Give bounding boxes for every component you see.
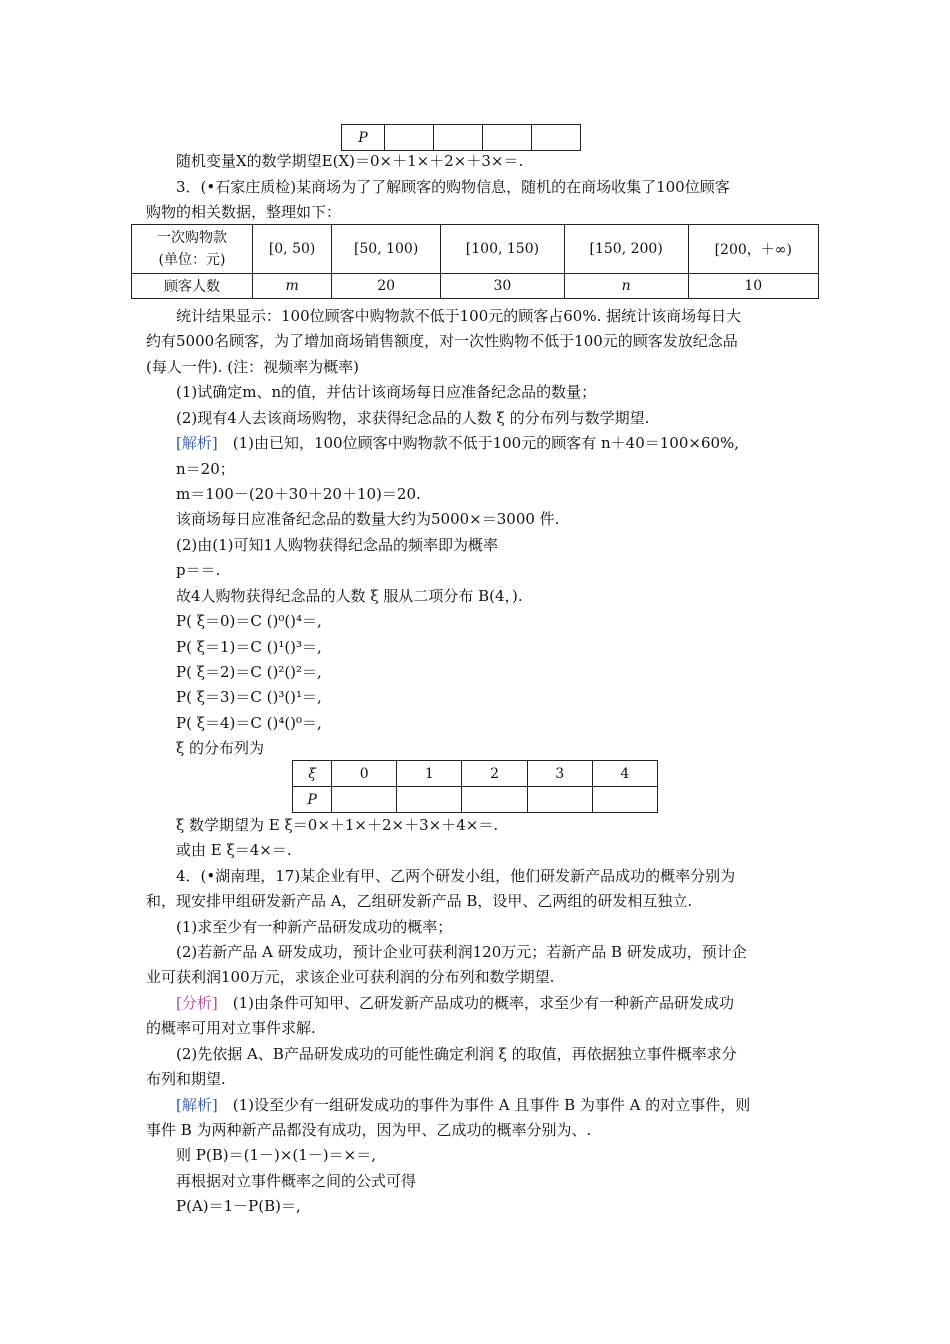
text-line: ξ 数学期望为 E ξ＝0×＋1×＋2×＋3×＋4×＝. <box>176 816 499 834</box>
table-cell <box>592 787 657 813</box>
text-line: (2)若新产品 A 研发成功，预计企业可获利润120万元；若新产品 B 研发成功，预计企 <box>176 943 747 961</box>
table-cell <box>434 125 483 151</box>
text-line: 统计结果显示：100位顾客中购物款不低于100元的顾客占60%. 据统计该商场每日大 <box>176 307 742 325</box>
text-line: 随机变量X的数学期望E(X)＝0×＋1×＋2×＋3×＝. <box>176 152 524 170</box>
formula-line: 则 P(B)＝(1－)×(1－)＝×＝, <box>176 1146 376 1164</box>
table-header-label: ξ <box>293 761 332 787</box>
analysis-line <box>176 992 734 1014</box>
table-header: [100, 150) <box>441 225 565 274</box>
text-span: (1)由已知，100位顾客中购物款不低于100元的顾客有 n＋40＝100×60%, <box>217 434 740 452</box>
text-line: n＝20； <box>176 460 235 478</box>
table-cell: 20 <box>332 274 441 299</box>
table-cell <box>397 787 462 813</box>
question-4-heading: 4．(•湖南理，17)某企业有甲、乙两个研发小组，他们研发新产品成功的概率分别为 <box>176 867 736 885</box>
formula-line: P( ξ＝2)＝C ()²()²＝, <box>176 663 322 681</box>
text-line: 或由 E ξ＝4×＝. <box>176 841 292 859</box>
table-header-label: 一次购物款 (单位：元) <box>132 225 253 274</box>
table-header: [50, 100) <box>332 225 441 274</box>
table-cell <box>527 787 592 813</box>
text-line: 购物的相关数据，整理如下： <box>146 203 342 221</box>
text-line: (2)由(1)可知1人购物获得纪念品的频率即为概率 <box>176 536 499 554</box>
table-cell <box>332 787 397 813</box>
table-header: [0, 50) <box>253 225 332 274</box>
formula-line: P( ξ＝1)＝C ()¹()³＝, <box>176 638 322 656</box>
table-row-label: 顾客人数 <box>132 274 253 299</box>
text-line: 再根据对立事件概率之间的公式可得 <box>176 1172 417 1190</box>
text-line: (1)试确定m、n的值，并估计该商场每日应准备纪念品的数量； <box>176 383 597 401</box>
text-line: (1)求至少有一种新产品研发成功的概率； <box>176 918 453 936</box>
text-line: p＝＝. <box>176 561 221 579</box>
analysis-tag: [分析] <box>176 994 218 1012</box>
table-header: [150, 200) <box>564 225 688 274</box>
text-line: 的概率可用对立事件求解. <box>146 1019 316 1037</box>
text-span: (1)由条件可知甲、乙研发新产品成功的概率，求至少有一种新产品研发成功 <box>217 994 734 1012</box>
formula-line: P( ξ＝4)＝C ()⁴()⁰＝, <box>176 714 322 732</box>
solution-line <box>176 1094 750 1116</box>
table-cell: 10 <box>688 274 818 299</box>
text-line: 约有5000名顾客，为了增加商场销售额度，对一次性购物不低于100元的顾客发放纪念品 <box>146 332 738 350</box>
text-line: 故4人购物获得纪念品的人数 ξ 服从二项分布 B(4，). <box>176 587 523 605</box>
table-cell: n <box>564 274 688 299</box>
text-line: 该商场每日应准备纪念品的数量大约为5000×＝3000 件. <box>176 510 560 528</box>
table-header: 4 <box>592 761 657 787</box>
table-cell <box>385 125 434 151</box>
formula-line: P( ξ＝0)＝C ()⁰()⁴＝, <box>176 612 322 630</box>
table-cell: m <box>253 274 332 299</box>
formula-line: P( ξ＝3)＝C ()³()¹＝, <box>176 688 322 706</box>
text-line: 布列和期望. <box>146 1070 226 1088</box>
text-line: ξ 的分布列为 <box>176 739 265 757</box>
text-line: m＝100－(20＋30＋20＋10)＝20. <box>176 485 421 503</box>
distribution-table-x <box>341 124 581 151</box>
table-header: [200，＋∞) <box>688 225 818 274</box>
table-header: 3 <box>527 761 592 787</box>
question-3-heading: 3．(•石家庄质检)某商场为了了解顾客的购物信息，随机的在商场收集了100位顾客 <box>176 178 730 196</box>
text-line: (2)现有4人去该商场购物，求获得纪念品的人数 ξ 的分布列与数学期望. <box>176 409 650 427</box>
text-line: 业可获利润100万元，求该企业可获利润的分布列和数学期望. <box>146 968 555 986</box>
text-span: (1)设至少有一组研发成功的事件为事件 A 且事件 B 为事件 A 的对立事件，则 <box>217 1096 751 1114</box>
table-header: 1 <box>397 761 462 787</box>
text-line: 和，现安排甲组研发新产品 A，乙组研发新产品 B，设甲、乙两组的研发相互独立. <box>146 892 693 910</box>
distribution-table-xi <box>292 760 658 813</box>
table-row-label: P <box>293 787 332 813</box>
table-cell <box>532 125 581 151</box>
solution-tag: [解析] <box>176 1096 218 1114</box>
text-line: (每人一件). (注：视频率为概率) <box>146 358 359 376</box>
table-cell <box>462 787 527 813</box>
text-line: (2)先依据 A、B产品研发成功的可能性确定利润 ξ 的取值，再依据独立事件概率求分 <box>176 1045 737 1063</box>
text-line: 事件 B 为两种新产品都没有成功，因为甲、乙成功的概率分别为、. <box>146 1121 592 1139</box>
table-header: 0 <box>332 761 397 787</box>
solution-tag: [解析] <box>176 434 218 452</box>
formula-line: P(A)＝1－P(B)＝, <box>176 1197 301 1215</box>
table-header: 2 <box>462 761 527 787</box>
table-cell: 30 <box>441 274 565 299</box>
shopping-data-table <box>131 224 819 299</box>
solution-line <box>176 432 739 454</box>
table-row-label: P <box>342 125 385 151</box>
table-cell <box>483 125 532 151</box>
